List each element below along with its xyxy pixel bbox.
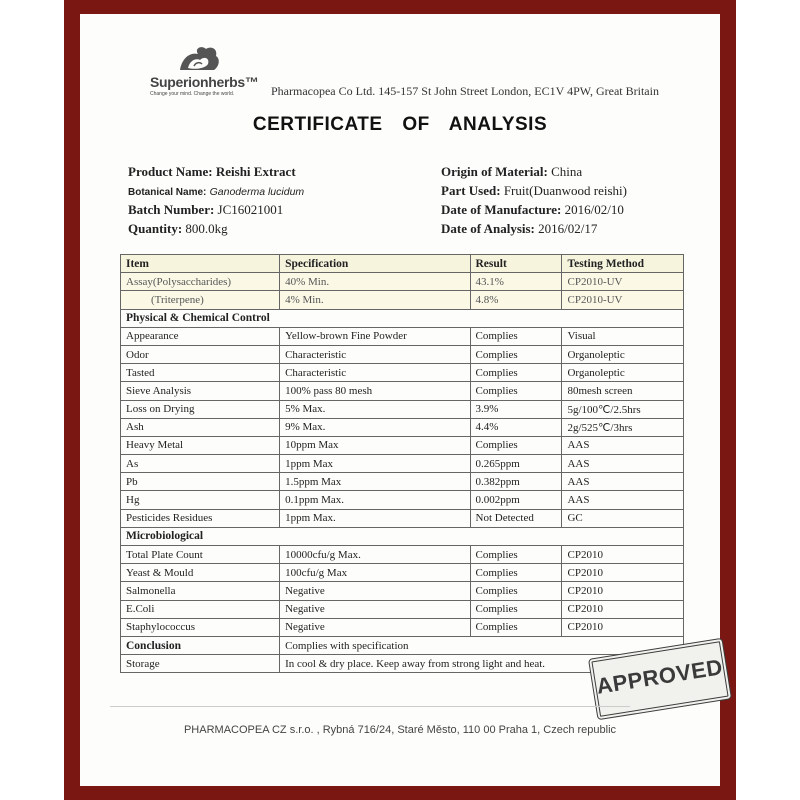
quantity-value: 800.0kg — [185, 221, 228, 236]
cell-testing-method: AAS — [562, 473, 684, 491]
brand-tagline: Change your mind. Change the world. — [150, 91, 235, 97]
cell-specification: 1ppm Max. — [280, 509, 470, 527]
cell-testing-method: CP2010 — [562, 564, 684, 582]
manufacture-date-line: Date of Manufacture: 2016/02/10 — [441, 202, 624, 217]
column-header-item: Item — [121, 255, 280, 273]
cell-item: Sieve Analysis — [121, 382, 280, 400]
cell-specification: 10000cfu/g Max. — [280, 546, 470, 564]
cell-specification: 1ppm Max — [280, 455, 470, 473]
cell-testing-method: CP2010-UV — [562, 291, 684, 309]
footer-address: PHARMACOPEA CZ s.r.o. , Rybná 716/24, Staré Město, 110 00 Praha 1, Czech republic — [183, 724, 617, 736]
cell-specification: 1.5ppm Max — [280, 473, 470, 491]
cell-result: 0.002ppm — [470, 491, 562, 509]
table-row — [121, 382, 684, 400]
cell-item: Heavy Metal — [121, 436, 280, 454]
cell-result: Complies — [470, 546, 562, 564]
analysis-date-line: Date of Analysis: 2016/02/17 — [441, 221, 598, 236]
cell-result: Complies — [470, 345, 562, 363]
manufacture-date-value: 2016/02/10 — [564, 202, 624, 217]
section-row-physical-chemical — [121, 309, 684, 327]
cell-item: Pb — [121, 473, 280, 491]
cell-result: Complies — [470, 382, 562, 400]
cell-testing-method: Organoleptic — [562, 364, 684, 382]
cell-specification: 5% Max. — [280, 400, 470, 418]
cell-specification: 9% Max. — [280, 418, 470, 436]
quantity-line: Quantity: 800.0kg — [128, 221, 228, 236]
cell-item: Tasted — [121, 364, 280, 382]
cell-specification: 0.1ppm Max. — [280, 491, 470, 509]
cell-result: Complies — [470, 564, 562, 582]
cell-specification: 40% Min. — [280, 273, 470, 291]
section-heading: Physical & Chemical Control — [121, 309, 684, 327]
cell-result: 43.1% — [470, 273, 562, 291]
analysis-table — [120, 254, 684, 673]
cell-result: Complies — [470, 600, 562, 618]
part-used-value: Fruit(Duanwood reishi) — [503, 183, 627, 198]
cell-item: Pesticides Residues — [121, 509, 280, 527]
table-row — [121, 327, 684, 345]
cell-testing-method: GC — [562, 509, 684, 527]
cell-result: 0.265ppm — [470, 455, 562, 473]
cell-testing-method: 5g/100℃/2.5hrs — [562, 400, 684, 418]
table-row — [121, 564, 684, 582]
cell-specification: Negative — [280, 600, 470, 618]
storage-row-value: In cool & dry place. Keep away from strong light and heat. — [280, 655, 684, 673]
cell-testing-method: CP2010 — [562, 546, 684, 564]
section-row-microbiological — [121, 527, 684, 545]
cell-item: Odor — [121, 345, 280, 363]
table-row — [121, 455, 684, 473]
cell-result: 3.9% — [470, 400, 562, 418]
cell-item: As — [121, 455, 280, 473]
cell-testing-method: AAS — [562, 491, 684, 509]
section-heading: Microbiological — [121, 527, 684, 545]
conclusion-row-label: Conclusion — [121, 636, 280, 654]
company-logo — [150, 44, 270, 100]
cell-item: Loss on Drying — [121, 400, 280, 418]
column-header-result: Result — [470, 255, 562, 273]
cell-item: Total Plate Count — [121, 546, 280, 564]
table-row — [121, 436, 684, 454]
cell-specification: 4% Min. — [280, 291, 470, 309]
cell-result: Not Detected — [470, 509, 562, 527]
storage-row-label: Storage — [121, 655, 280, 673]
column-header-testing-method: Testing Method — [562, 255, 684, 273]
brand-name: Superionherbs™ — [150, 74, 259, 90]
cell-result: 4.8% — [470, 291, 562, 309]
cell-testing-method: CP2010 — [562, 600, 684, 618]
cell-testing-method: AAS — [562, 436, 684, 454]
cell-testing-method: CP2010 — [562, 618, 684, 636]
table-row — [121, 473, 684, 491]
cell-specification: Characteristic — [280, 345, 470, 363]
cell-result: Complies — [470, 436, 562, 454]
origin-line: Origin of Material: China — [441, 164, 583, 179]
batch-number-value: JC16021001 — [217, 202, 284, 217]
cell-testing-method: Visual — [562, 327, 684, 345]
table-header-row — [121, 255, 684, 273]
conclusion-row — [121, 636, 684, 654]
company-address: Pharmacopea Co Ltd. 145-157 St John Street London, EC1V 4PW, Great Britain — [271, 84, 659, 98]
table-row — [121, 509, 684, 527]
analysis-date-value: 2016/02/17 — [538, 221, 598, 236]
cell-item: E.Coli — [121, 600, 280, 618]
table-row — [121, 273, 684, 291]
table-row — [121, 364, 684, 382]
cell-item: Assay(Polysaccharides) — [121, 273, 280, 291]
approved-stamp: APPROVED — [588, 638, 732, 721]
cell-specification: Negative — [280, 618, 470, 636]
column-header-specification: Specification — [280, 255, 470, 273]
table-row — [121, 582, 684, 600]
table-row — [121, 618, 684, 636]
cell-testing-method: CP2010-UV — [562, 273, 684, 291]
cell-result: 0.382ppm — [470, 473, 562, 491]
table-row — [121, 600, 684, 618]
cell-specification: 100% pass 80 mesh — [280, 382, 470, 400]
logo-dragon-icon — [174, 44, 224, 74]
table-row — [121, 291, 684, 309]
footer-divider — [110, 706, 630, 707]
table-row — [121, 400, 684, 418]
cell-item: (Triterpene) — [121, 291, 280, 309]
cell-specification: 10ppm Max — [280, 436, 470, 454]
cell-testing-method: Organoleptic — [562, 345, 684, 363]
botanical-name-line: Botanical Name: Ganoderma lucidum — [128, 186, 305, 198]
part-used-line: Part Used: Fruit(Duanwood reishi) — [441, 183, 627, 198]
cell-result: Complies — [470, 327, 562, 345]
cell-item: Yeast & Mould — [121, 564, 280, 582]
cell-testing-method: 2g/525℃/3hrs — [562, 418, 684, 436]
table-row — [121, 546, 684, 564]
cell-testing-method: CP2010 — [562, 582, 684, 600]
cell-result: Complies — [470, 582, 562, 600]
document-title: CERTIFICATE OF ANALYSIS — [252, 114, 548, 135]
botanical-name-value: Ganoderma lucidum — [209, 186, 305, 198]
cell-testing-method: 80mesh screen — [562, 382, 684, 400]
cell-result: Complies — [470, 618, 562, 636]
cell-item: Appearance — [121, 327, 280, 345]
product-name-value: Reishi Extract — [215, 164, 296, 179]
cell-specification: Yellow-brown Fine Powder — [280, 327, 470, 345]
cell-result: Complies — [470, 364, 562, 382]
table-row — [121, 491, 684, 509]
table-row — [121, 345, 684, 363]
origin-value: China — [551, 164, 583, 179]
cell-item: Hg — [121, 491, 280, 509]
cell-item: Staphylococcus — [121, 618, 280, 636]
conclusion-row-value: Complies with specification — [280, 636, 684, 654]
product-name-line: Product Name: Reishi Extract — [128, 164, 296, 179]
batch-number-line: Batch Number: JC16021001 — [128, 202, 284, 217]
cell-item: Salmonella — [121, 582, 280, 600]
cell-specification: Characteristic — [280, 364, 470, 382]
cell-result: 4.4% — [470, 418, 562, 436]
cell-testing-method: AAS — [562, 455, 684, 473]
cell-specification: Negative — [280, 582, 470, 600]
cell-specification: 100cfu/g Max — [280, 564, 470, 582]
cell-item: Ash — [121, 418, 280, 436]
table-row — [121, 418, 684, 436]
